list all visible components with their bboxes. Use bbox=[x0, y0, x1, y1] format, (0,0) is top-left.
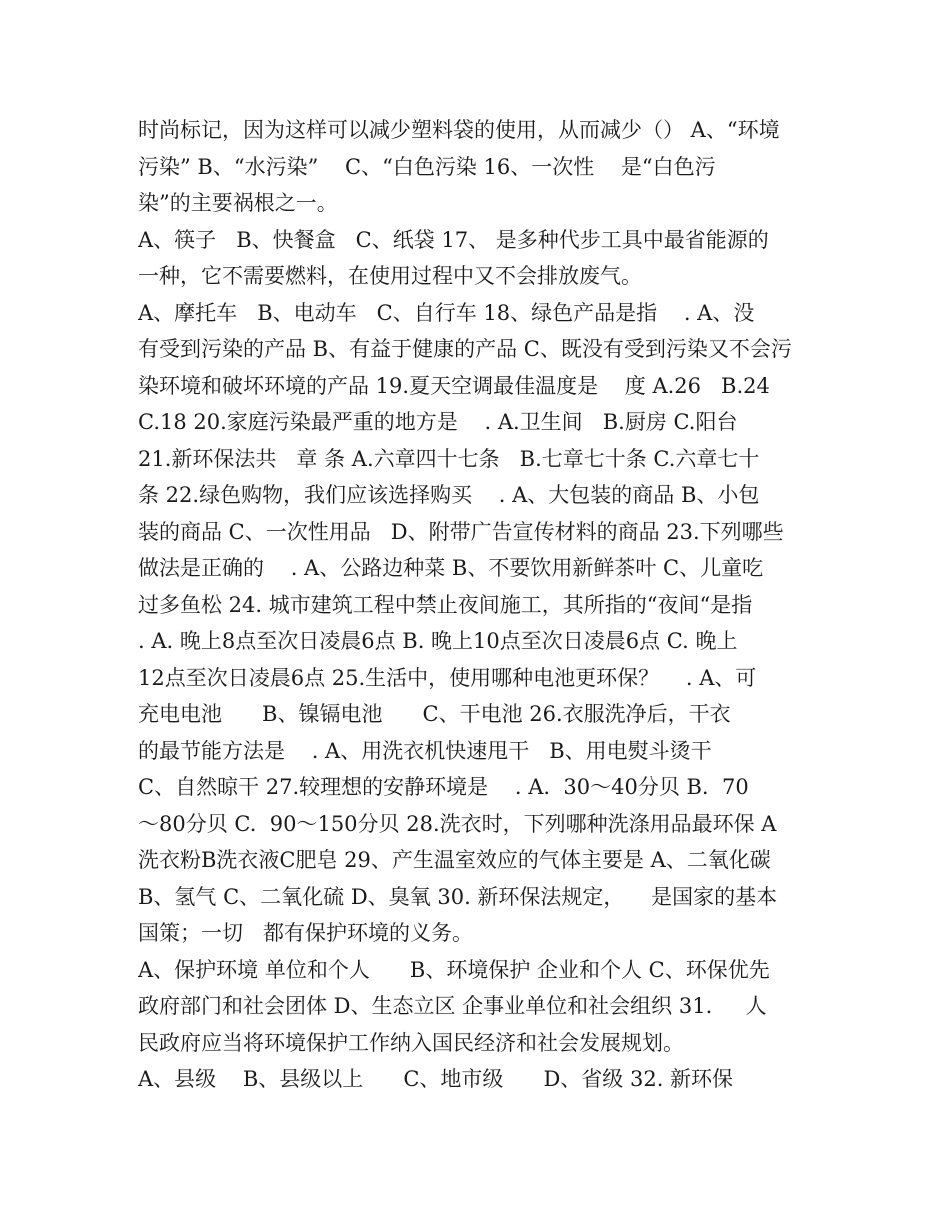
text-line: 做法是正确的 . A、公路边种菜 B、不要饮用新鲜茶叶 C、儿童吃 bbox=[138, 556, 764, 580]
text-line: B、氢气 C、二氧化硫 D、臭氧 30. 新环保法规定， 是国家的基本 bbox=[138, 884, 778, 909]
text-line: 充电电池 B、镍镉电池 C、干电池 26.衣服洗净后，干衣 bbox=[138, 702, 731, 726]
question-text-block bbox=[138, 112, 818, 1098]
text-line: 洗衣粉B洗衣液C肥皂 29、产生温室效应的气体主要是 A、二氧化碳 bbox=[138, 848, 771, 872]
text-line: C.18 20.家庭污染最严重的地方是 . A.卫生间 B.厨房 C.阳台 bbox=[138, 410, 738, 434]
text-line: 12点至次日凌晨6点 25.生活中，使用哪种电池更环保？ . A、可 bbox=[138, 665, 757, 690]
text-line: A、筷子 B、快餐盒 C、纸袋 17、 是多种代步工具中最省能源的 bbox=[138, 227, 769, 252]
text-line: 染”的主要祸根之一。 bbox=[138, 191, 338, 215]
text-line: 21.新环保法共 章 条 A.六章四十七条 B.七章七十条 C.六章七十 bbox=[138, 446, 760, 471]
text-line: 有受到污染的产品 B、有益于健康的产品 C、既没有受到污染又不会污 bbox=[138, 337, 792, 361]
text-line: 的最节能方法是 . A、用洗衣机快速甩干 B、用电熨斗烫干 bbox=[138, 738, 712, 763]
text-line: 一种，它不需要燃料，在使用过程中又不会排放废气。 bbox=[138, 264, 642, 288]
text-line: A、县级 B、县级以上 C、地市级 D、省级 32. 新环保 bbox=[138, 1067, 734, 1091]
text-line: ～80分贝 C. 90～150分贝 28.洗衣时，下列哪种洗涤用品最环保 A bbox=[138, 811, 777, 836]
text-line: 民政府应当将环境保护工作纳入国民经济和社会发展规划。 bbox=[138, 1030, 684, 1055]
text-line: 装的商品 C、一次性用品 D、附带广告宣传材料的商品 23.下列哪些 bbox=[138, 519, 784, 544]
text-line: 政府部门和社会团体 D、生态立区 企事业单位和社会组织 31. 人 bbox=[138, 994, 767, 1018]
text-line: 污染” B、“水污染” C、“白色污染 16、一次性 是“白色污 bbox=[138, 154, 716, 179]
text-line: A、摩托车 B、电动车 C、自行车 18、绿色产品是指 . A、没 bbox=[138, 300, 755, 325]
text-line: . A. 晚上8点至次日凌晨6点 B. 晚上10点至次日凌晨6点 C. 晚上 bbox=[138, 629, 738, 653]
text-line: 时尚标记，因为这样可以减少塑料袋的使用，从而减少（） A、“环境 bbox=[138, 118, 780, 142]
text-line: 条 22.绿色购物，我们应该选择购买 . A、大包装的商品 B、小包 bbox=[138, 483, 760, 507]
text-line: C、自然晾干 27.较理想的安静环境是 . A. 30～40分贝 B. 70 bbox=[138, 775, 749, 799]
text-line: A、保护环境 单位和个人 B、环境保护 企业和个人 C、环保优先 bbox=[138, 957, 770, 982]
text-line: 过多鱼松 24. 城市建筑工程中禁止夜间施工，其所指的“夜间“是指 bbox=[138, 592, 753, 617]
text-line: 国策；一切 都有保护环境的义务。 bbox=[138, 921, 474, 945]
text-line: 染环境和破坏环境的产品 19.夏天空调最佳温度是 度 A.26 B.24 bbox=[138, 373, 770, 398]
